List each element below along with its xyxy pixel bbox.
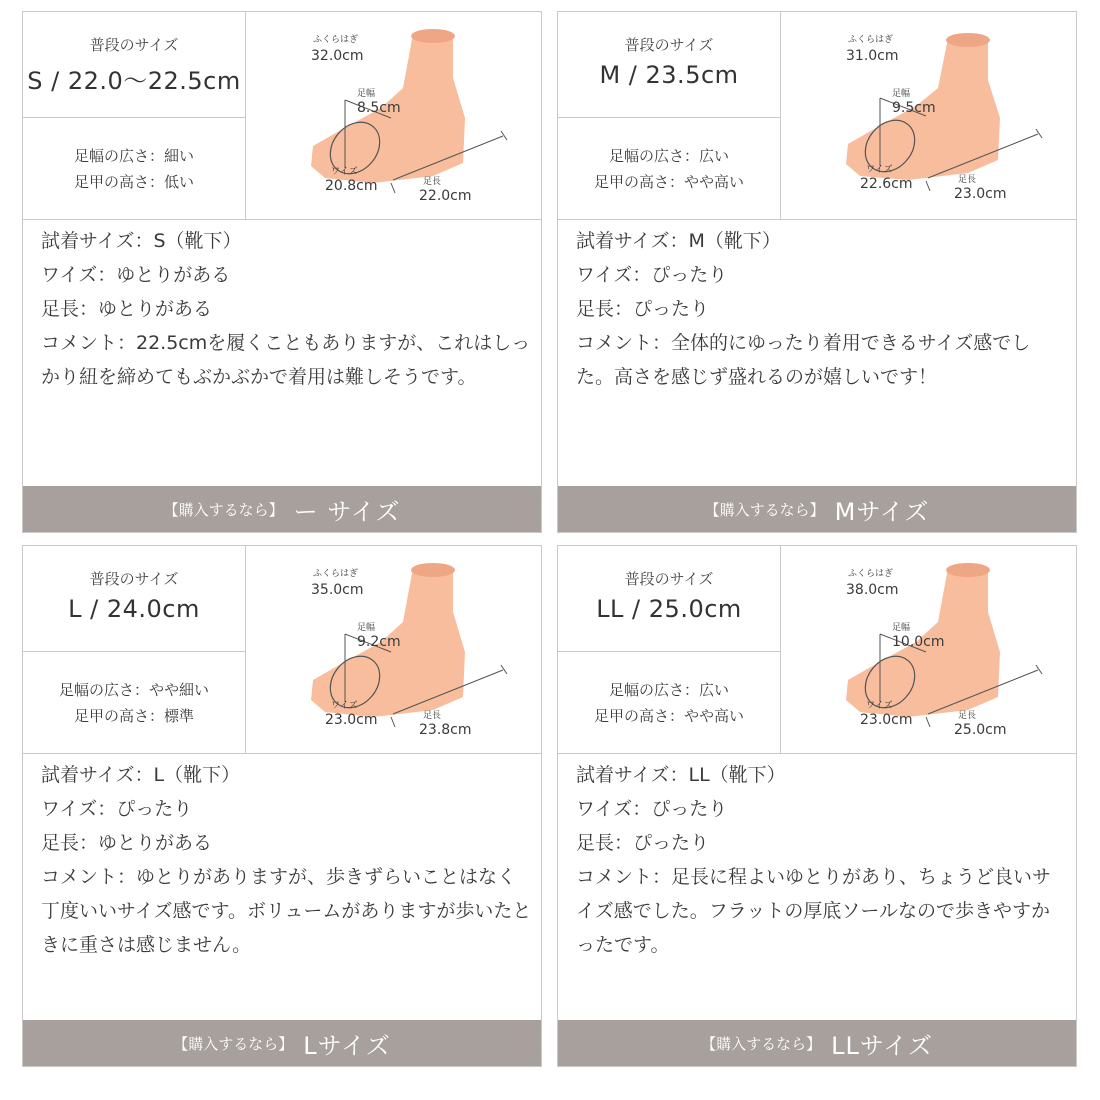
size-card-l <box>22 545 542 1067</box>
buy-size: LLサイズ <box>831 1031 933 1060</box>
trial-size-line: 試着サイズ：L（靴下） <box>41 764 241 786</box>
usual-size-label: 普段のサイズ <box>89 36 179 54</box>
usual-size-value: S / 22.0〜22.5cm <box>27 67 241 95</box>
usual-size-label: 普段のサイズ <box>89 570 179 588</box>
wise-value: 22.6cm <box>860 176 913 192</box>
length-label: 足長 <box>958 175 977 185</box>
foot-traits-cell <box>558 118 781 219</box>
foot-width-label: 足幅 <box>892 623 911 633</box>
usual-size-label: 普段のサイズ <box>624 570 714 588</box>
buy-prefix: 【購入するなら】 <box>701 1034 822 1053</box>
foot-width-label: 足幅 <box>357 89 376 99</box>
width-trait: 足幅の広さ：広い <box>608 146 729 165</box>
usual-size-cell <box>558 12 781 118</box>
ankle-top <box>411 563 455 577</box>
width-trait: 足幅の広さ：広い <box>608 680 729 699</box>
usual-size-value: M / 23.5cm <box>599 61 739 89</box>
usual-size-value: LL / 25.0cm <box>596 595 742 623</box>
wise-label: ワイズ <box>331 701 358 711</box>
width-trait: 足幅の広さ：やや細い <box>58 680 209 699</box>
buy-recommendation-bar <box>23 1020 541 1066</box>
wise-fit-line: ワイズ：ゆとりがある <box>41 264 231 286</box>
review-text <box>41 224 533 394</box>
length-fit-line: 足長：ぴったり <box>576 832 710 854</box>
foot-width-label: 足幅 <box>892 89 911 99</box>
comment-line: コメント：ゆとりがありますが、歩きずらいことはなく丁度いいサイズ感です。ボリュームがありますが歩いたときに重さは感じません。 <box>41 866 532 956</box>
length-fit-line: 足長：ぴったり <box>576 298 710 320</box>
width-trait: 足幅の広さ：細い <box>73 146 194 165</box>
size-card-m <box>557 11 1077 533</box>
instep-trait: 足甲の高さ：低い <box>73 172 194 191</box>
length-tick-b <box>501 131 507 140</box>
calf-value: 31.0cm <box>846 48 899 64</box>
foot-diagram <box>253 18 537 214</box>
card-header <box>558 546 1076 754</box>
buy-size: Mサイズ <box>834 497 930 526</box>
size-card-ll <box>557 545 1077 1067</box>
foot-traits-cell <box>23 118 246 219</box>
comment-line: コメント：全体的にゆったり着用できるサイズ感でした。高さを感じず盛れるのが嬉しいです！ <box>576 332 1031 388</box>
length-value: 23.8cm <box>419 722 472 738</box>
buy-prefix: 【購入するなら】 <box>704 500 825 519</box>
length-tick-b <box>501 665 507 674</box>
foot-diagram <box>253 552 537 748</box>
wise-value: 23.0cm <box>860 712 913 728</box>
trial-size-line: 試着サイズ：LL（靴下） <box>576 764 786 786</box>
wise-label: ワイズ <box>331 167 358 177</box>
review-text <box>41 758 533 962</box>
buy-size: ー サイズ <box>293 497 401 526</box>
foot-diagram <box>788 18 1072 214</box>
review-text <box>576 224 1068 394</box>
buy-prefix: 【購入するなら】 <box>163 500 284 519</box>
length-fit-line: 足長：ゆとりがある <box>41 298 213 320</box>
wise-value: 20.8cm <box>325 178 378 194</box>
comment-line: コメント：足長に程よいゆとりがあり、ちょうど良いサイズ感でした。フラットの厚底ソールなので歩きやすかったです。 <box>576 866 1052 956</box>
length-tick-a <box>926 717 930 727</box>
foot-traits-cell <box>558 652 781 753</box>
size-card-s <box>22 11 542 533</box>
buy-size: Lサイズ <box>303 1031 391 1060</box>
ankle-top <box>946 563 990 577</box>
length-tick-a <box>391 717 395 727</box>
buy-prefix: 【購入するなら】 <box>173 1034 294 1053</box>
buy-recommendation-bar <box>23 486 541 532</box>
instep-trait: 足甲の高さ：やや高い <box>593 172 744 191</box>
ankle-top <box>411 29 455 43</box>
length-label: 足長 <box>958 711 977 721</box>
usual-size-cell <box>23 12 246 118</box>
trial-size-line: 試着サイズ：M（靴下） <box>576 230 781 252</box>
length-tick-b <box>1036 129 1042 138</box>
length-value: 25.0cm <box>954 722 1007 738</box>
length-fit-line: 足長：ゆとりがある <box>41 832 213 854</box>
length-value: 23.0cm <box>954 186 1007 202</box>
wise-label: ワイズ <box>866 165 893 175</box>
foot-width-value: 9.2cm <box>357 634 401 650</box>
calf-value: 32.0cm <box>311 48 364 64</box>
length-value: 22.0cm <box>419 188 472 204</box>
card-header <box>23 546 541 754</box>
usual-size-value: L / 24.0cm <box>68 595 200 623</box>
wise-fit-line: ワイズ：ぴったり <box>41 798 193 820</box>
length-tick-a <box>926 181 930 191</box>
usual-size-label: 普段のサイズ <box>624 36 714 54</box>
ankle-top <box>946 33 990 47</box>
instep-trait: 足甲の高さ：やや高い <box>593 706 744 725</box>
foot-width-value: 8.5cm <box>357 100 401 116</box>
usual-size-cell <box>558 546 781 652</box>
length-tick-a <box>391 183 395 193</box>
usual-size-cell <box>23 546 246 652</box>
instep-trait: 足甲の高さ：標準 <box>73 706 194 725</box>
calf-label: ふくらはぎ <box>848 569 894 579</box>
calf-label: ふくらはぎ <box>313 569 359 579</box>
length-tick-b <box>1036 665 1042 674</box>
buy-recommendation-bar <box>558 1020 1076 1066</box>
wise-fit-line: ワイズ：ぴったり <box>576 798 728 820</box>
calf-value: 35.0cm <box>311 582 364 598</box>
foot-width-label: 足幅 <box>357 623 376 633</box>
comment-line: コメント：22.5cmを履くこともありますが、これはしっかり紐を締めてもぶかぶかで着用は難しそうです。 <box>41 332 531 388</box>
buy-recommendation-bar <box>558 486 1076 532</box>
trial-size-line: 試着サイズ：S（靴下） <box>41 230 242 252</box>
calf-label: ふくらはぎ <box>848 35 894 45</box>
foot-width-value: 9.5cm <box>892 100 936 116</box>
foot-width-value: 10.0cm <box>892 634 945 650</box>
card-header <box>23 12 541 220</box>
review-text <box>576 758 1068 962</box>
wise-value: 23.0cm <box>325 712 378 728</box>
foot-diagram <box>788 552 1072 748</box>
length-label: 足長 <box>423 711 442 721</box>
calf-label: ふくらはぎ <box>313 35 359 45</box>
wise-label: ワイズ <box>866 701 893 711</box>
length-label: 足長 <box>423 177 442 187</box>
foot-traits-cell <box>23 652 246 753</box>
calf-value: 38.0cm <box>846 582 899 598</box>
card-header <box>558 12 1076 220</box>
wise-fit-line: ワイズ：ぴったり <box>576 264 728 286</box>
